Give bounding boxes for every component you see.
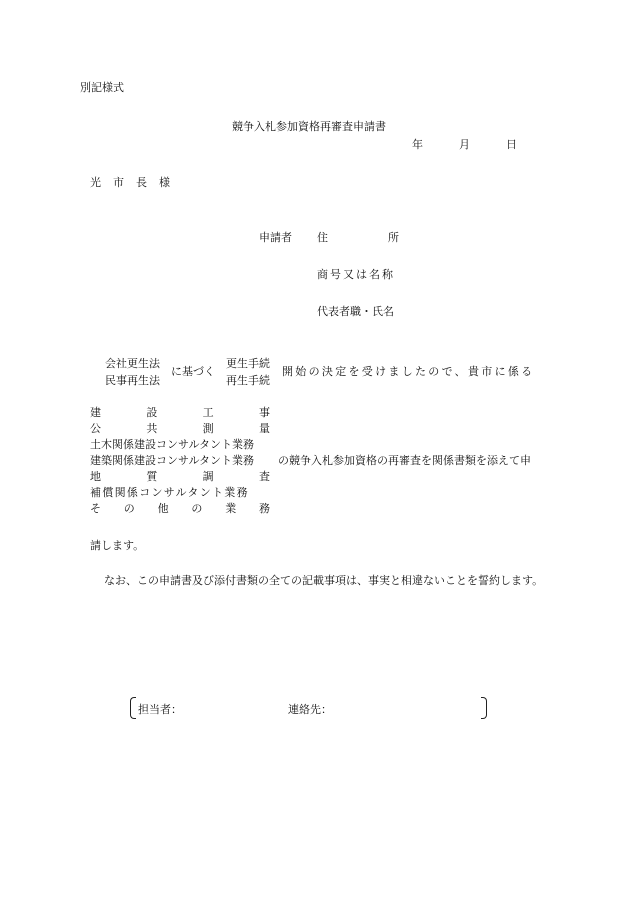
request-end: 請します。 [90,539,145,552]
business-type-char: 質 [146,470,158,483]
trade-name-label: 商号又は名称 [317,268,395,281]
form-label: 別記様式 [80,81,124,94]
contact-info-label: 連絡先： [288,703,332,716]
business-type-text: 土木関係建設コンサルタント業務 [90,438,255,451]
business-type-char: の [123,502,135,515]
business-type-char: 測 [202,422,214,435]
applicant-label: 申請者 [259,231,292,244]
contact-bracket-left [130,697,136,719]
addressee [90,177,170,188]
date-year: 年 [412,138,423,151]
business-type-char: 公 [90,422,101,435]
representative-label: 代表者職・氏名 [317,305,394,318]
business-type-char: 工 [202,406,214,419]
addressee-char: 長 [136,176,147,189]
business-type-char: 事 [258,406,270,419]
address-label-char: 住 [317,231,328,244]
business-type-char: 量 [258,422,270,435]
business-continuation: の競争入札参加資格の再審査を関係書類を添えて申 [278,454,531,467]
contact-bracket-right [481,697,487,719]
business-type-char: 調 [202,470,214,483]
addressee-char: 光 [90,176,101,189]
business-type-char: 地 [90,470,101,483]
business-type-construction [90,407,270,418]
business-type-char: 建 [90,406,101,419]
address-label [317,232,399,243]
business-type-char: 他 [157,502,169,515]
business-type-other [90,503,270,514]
business-type-building-consulting [90,455,270,466]
addressee-char: 市 [113,176,124,189]
date-day: 日 [506,138,517,151]
business-type-char: 業 [225,502,237,515]
business-type-char: 務 [258,502,270,515]
procedure-rehabilitation: 再生手続 [226,374,270,387]
business-type-survey [90,423,270,434]
date-month: 月 [459,138,470,151]
pledge-text: なお、この申請書及び添付書類の全ての記載事項は、事実と相違ないことを誓約します。 [104,574,544,587]
business-type-geology [90,471,270,482]
business-type-compensation-consulting [90,487,270,498]
procedure-reorganization: 更生手続 [226,357,270,370]
business-type-text: 建築関係建設コンサルタント業務 [90,454,255,467]
law-company-reorganization: 会社更生法 [105,357,160,370]
business-type-char: そ [90,502,101,515]
law-civil-rehabilitation: 民事再生法 [105,374,160,387]
business-type-char: の [191,502,203,515]
document-title: 競争入札参加資格再審査申請書 [232,120,386,133]
legal-continuation: 開始の決定を受けましたので、貴市に係る [282,365,535,378]
legal-connector: に基づく [171,365,215,378]
business-type-char: 共 [146,422,158,435]
business-type-text: 補償関係コンサルタント業務 [90,486,249,499]
business-type-civil-consulting [90,439,270,450]
address-label-char: 所 [388,231,399,244]
addressee-char: 様 [159,176,170,189]
business-type-char: 査 [258,470,270,483]
business-type-char: 設 [146,406,158,419]
contact-person-label: 担当者： [138,703,182,716]
